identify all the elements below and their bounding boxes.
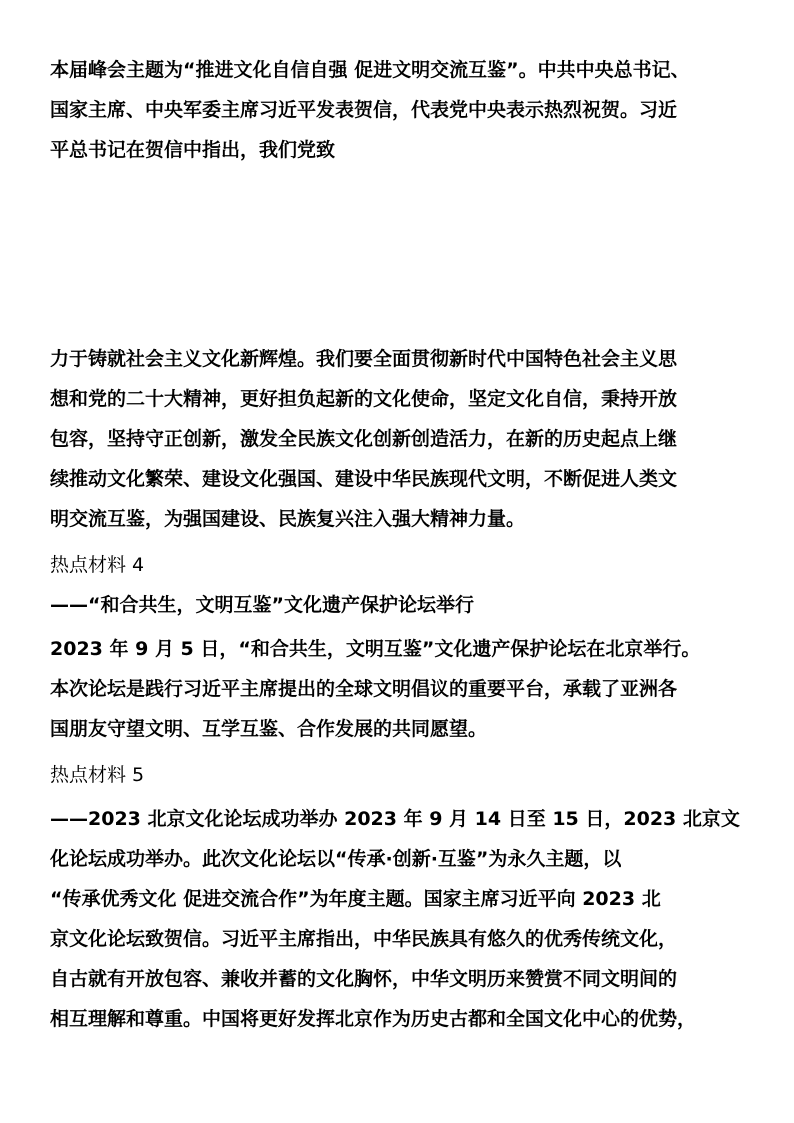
paragraph-line: 京文化论坛致贺信。习近平主席指出，中华民族具有悠久的优秀传统文化， [50,928,678,950]
paragraph-line: 本次论坛是践行习近平主席提出的全球文明倡议的重要平台，承载了亚洲各 [50,678,678,700]
paragraph-line: 自古就有开放包容、兼收并蓄的文化胸怀，中华文明历来赞赏不同文明间的 [50,968,678,990]
paragraph-line: 力于铸就社会主义文化新辉煌。我们要全面贯彻新时代中国特色社会主义思 [50,348,678,370]
paragraph-line: 2023 年 9 月 5 日，“和合共生，文明互鉴”文化遗产保护论坛在北京举行。 [50,638,701,660]
paragraph-line: 明交流互鉴，为强国建设、民族复兴注入强大精神力量。 [50,508,526,530]
paragraph-line: ——2023 北京文化论坛成功举办 2023 年 9 月 14 日至 15 日，2023 北京文 [50,808,740,830]
paragraph-line: 化论坛成功举办。此次文化论坛以“传承·创新·互鉴”为永久主题，以 [50,848,622,870]
section-heading-material-4: 热点材料 4 [50,554,145,576]
paragraph-line: 包容，坚持守正创新，激发全民族文化创新创造活力，在新的历史起点上继 [50,428,678,450]
section-heading-material-5: 热点材料 5 [50,764,145,786]
paragraph-line: 想和党的二十大精神，更好担负起新的文化使命，坚定文化自信，秉持开放 [50,388,678,410]
section-subtitle-material-4: ——“和合共生，文明互鉴”文化遗产保护论坛举行 [50,594,474,616]
paragraph-line: 平总书记在贺信中指出，我们党致 [50,139,336,161]
paragraph-line: 续推动文化繁荣、建设文化强国、建设中华民族现代文明，不断促进人类文 [50,468,678,490]
paragraph-line: 相互理解和尊重。中国将更好发挥北京作为历史古都和全国文化中心的优势， [50,1008,697,1030]
paragraph-line: 本届峰会主题为“推进文化自信自强 促进文明交流互鉴”。中共中央总书记、 [50,59,690,81]
paragraph-line: 国家主席、中央军委主席习近平发表贺信，代表党中央表示热烈祝贺。习近 [50,99,678,121]
paragraph-line: 国朋友守望文明、互学互鉴、合作发展的共同愿望。 [50,718,488,740]
paragraph-line: “传承优秀文化 促进交流合作”为年度主题。国家主席习近平向 2023 北 [50,888,661,910]
